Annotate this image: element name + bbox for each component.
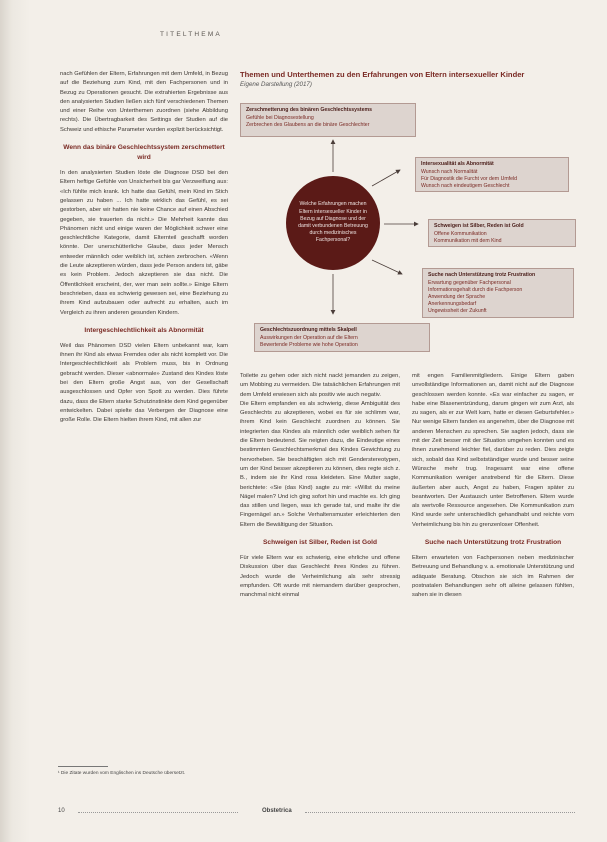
theme-box-communication: Schweigen ist Silber, Reden ist Gold Offene Kommunikation Kommunikation mit dem Kind: [428, 219, 576, 247]
figure-title: Themen und Unterthemen zu den Erfahrungen von Eltern intersexueller Kinder: [240, 70, 525, 79]
arrow-right-1: [372, 170, 400, 186]
footnote-rule: [58, 766, 108, 767]
footer-dotted-line-right: [305, 812, 575, 813]
right-column: [412, 372, 574, 601]
page-number: 10: [58, 808, 65, 814]
subheading-abnormality: Intergeschlechtlichkeit als Abnormität: [84, 326, 204, 334]
footer-dotted-line-left: [78, 812, 238, 813]
footnote: ¹ Die Zitate wurden vom Englischen ins Deutsche übersetzt.: [58, 771, 186, 776]
theme-box-support: Suche nach Unterstützung trotz Frustration Erwartung gegenüber Fachpersonal Informationsgehalt durch die Fachperson Anwendung der Sprache Anerkennungsbedarf Ungewissheit der Zukunft: [422, 268, 574, 318]
theme-box-binary-system: Zerschmetterung des binären Geschlechtssystems Gefühle bei Diagnosestellung Zerbrechen des Glaubens an die binäre Geschlechter: [240, 103, 416, 137]
figure-credit: Eigene Darstellung (2017): [240, 81, 312, 88]
section-header: TITELTHEMA: [160, 31, 222, 38]
left-paragraph-3: Weil das Phänomen DSD vielen Eltern unbekannt war, kam ihnen ihr Kind als etwas Fremdes oder als nicht komplett vor. Die Intergeschlechtlichkeit als Problem muss, bis in Ordnung gebracht werden. Dieser «abnormale» Zustand des Kindes löste bei den Eltern große Angst aus, von der Gesellschaft ausgeschlossen und Opfer von Spott zu werden. Dies führte dazu, dass die Eltern starke Schutzinstinkte dem Kind gegenüber entwickelten. Dabei spielte das Verbergen der Diagnose eine große Rolle. Die Eltern hielten ihrem Kind, mit allen zur: [60, 342, 228, 424]
middle-paragraph-1: Toilette zu gehen oder sich nicht nackt jemanden zu zeigen, um Mobbing zu vermeiden. Die tatsächlichen Erfahrungen mit dem Umfeld erwiesen sich als positiv wie auch negativ.: [240, 373, 400, 398]
research-question-circle: Welche Erfahrungen machen Eltern intersexueller Kinder in Bezug auf Diagnose und der damit verbundenen Betreuung durch medizinisches Fachpersonal?: [286, 176, 380, 270]
arrow-right-3: [372, 260, 402, 274]
theme-box-surgery: Geschlechtszuordnung mittels Skalpell Auswirkungen der Operation auf die Eltern Bewertende Probleme wie hohe Operation: [254, 323, 430, 352]
theme-box-abnormality: Intersexualität als Abnormität Wunsch nach Normalität Für Diagnostik die Furcht vor dem Umfeld Wunsch nach eindeutigem Geschlecht: [415, 157, 569, 192]
subheading-support: Suche nach Unterstützung trotz Frustration: [424, 539, 562, 547]
middle-column: [240, 372, 400, 601]
left-paragraph-1: nach Gefühlen der Eltern, Erfahrungen mit dem Umfeld, in Bezug auf die Beziehung zum Kind, mit den Fachpersonen und in Bezug zu Operationen gesucht. Die extrahierten Ergebnisse aus den analysierten Studien ließen sich fünf verschiedenen Themen und einer Reihe von Unterthemen zuordnen (siehe Abbildung rechts). Die Übertragbarkeit des Settings der Studien auf die Schweiz und ethische Parameter wurden explizit berücksichtigt.: [60, 71, 228, 133]
middle-paragraph-3: Für viele Eltern war es schwierig, eine ehrliche und offene Diskussion über das Geschlecht ihres Kindes zu führen. Jedoch wurde die Verheimlichung als sehr stressig empfunden. Oft wurde mit niemandem darüber gesprochen, manchmal nicht einmal: [240, 555, 400, 599]
right-paragraph-2: Eltern erwarteten von Fachpersonen neben medizinischer Betreuung und Behandlung v. a. emotionale Unterstützung und adäquate Beratung. Obschon sie sich im Rahmen der postnatalen Behandlungen sehr oft alleine gelassen fühlten, sahen sie in diesen: [412, 555, 574, 599]
left-paragraph-2: In den analysierten Studien löste die Diagnose DSD bei den Eltern heftige Gefühle von Unsicherheit bis gar Verzweiflung aus: «Ich fühlte mich krank. Ich hatte das Gefühl, mein Kind im Stich gelassen zu haben ... Ich hatte wirklich das Gefühl, es sei gestorben, aber wir hatten nie keine Chance auf einen Abschied gegeben, sie trauerten da nicht.» Die Mehrheit kannte das Phänomen nicht und einige waren der Möglichkeit schwer eine geschlechtliche Kategorie, damit Elternteil geschafft worden könnte. Der unerschütterliche Glaube, dass jeder Mensch entweder männlich oder weiblich ist, schien zerbrochen. «Wenn die Leute akzeptieren würden, dass jede Person anders ist, gäbe es kein Problem. Jedoch akzeptieren sie das nicht. Die Öffentlichkeit erscheint, der, wer man sein sollte.» Einige Eltern beschrieben, dass es schwierig gewesen sei, eine Beziehung zu ihrem Kind aufzubauen oder aufrecht zu erhalten, auch im Vergleich zu ihren anderen gesunden Kindern.: [60, 170, 228, 316]
magazine-name: Obstetrica: [262, 808, 292, 814]
subheading-binary-system: Wenn das binäre Geschlechtssystem zerschmettert wird: [63, 144, 225, 162]
right-paragraph-1: mit engen Familienmitgliedern. Einige Eltern gaben unvollständige Informationen an, damit nicht auf die Diagnose geschlossen werden konnte. «Es war einfacher zu sagen, er habe eine Blasenentzündung, darum gingen wir zum Arzt, als zu sagen, als er zur Welt kam, hatte er diesen Geburtsfehler.» Nur wenige Eltern fanden es angenehm, über die Diagnose mit anderen Menschen zu sprechen. Sie sagten jedoch, dass sie mit der Zeit besser mit der Situation umgehen konnten und es ihnen zunehmend leichter fiel, darüber zu reden. Dies zeigte sich, sobald das Kind selbstständiger wurde und besser seine Wünsche mehr trug. Insgesamt war eine offene Kommunikation weniger anstrebend für die Eltern. Diese äußerten aber auch, Angst zu haben, Fragen später zu beantworten. Der Austausch unter Betroffenen. Eltern wurde als wertvolle Ressource angesehen. Die Kommunikation zum Kind wurde sehr unterschiedlich gehandhabt und reichte vom Verheimlichung bis hin zu grenzenloser Offenheit.: [412, 373, 574, 528]
middle-paragraph-2: Die Eltern empfanden es als schwierig, diese Ambiguität des Geschlechts zu akzeptieren, wobei es für sie schlimm war, ihrem Kind kein Geschlecht zuordnen zu können. Sie integrierten das Kindes als männlich oder weiblich sehen für die Eltern bedeutend. Sie neigten dazu, die Eindeutige eines bestimmten Geschlechtsmerkmal des Kindes Gewichtung zu hervorheben. Sie beschäftigten sich mit Genderstereotypen, um der Kind besser akzeptieren zu können, dies regte sich z. B., indem sie ihr Kind rosa kleideten. Eine Mutter sagte, berichtete: «Sie (das Kind) sagte zu mir: «Willst du meine Nägel malen? Und ich ging sofort hin und machte es. Ich ging das stillen und liegen, was ich gerade tat, und malte ihr die Fingernägel an.» Solche Verhaltensmuster erleichterten den Eltern die Bewältigung der Situation.: [240, 400, 400, 528]
subheading-silence: Schweigen ist Silber, Reden ist Gold: [263, 539, 377, 547]
